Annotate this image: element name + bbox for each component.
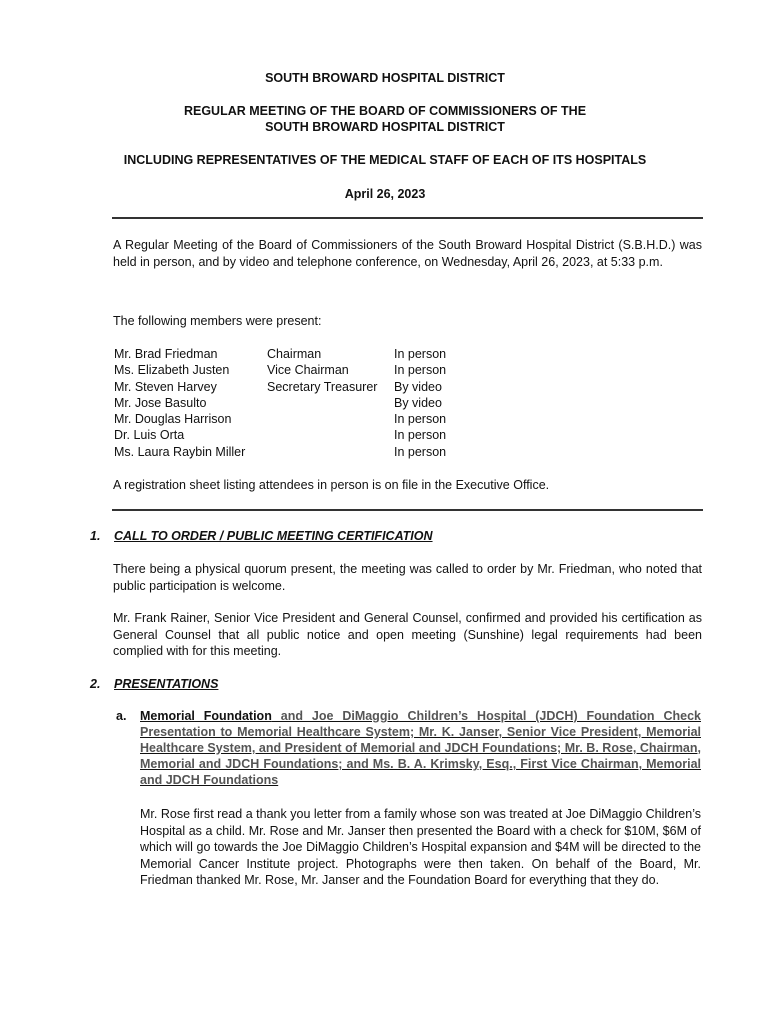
- member-row: [114, 362, 464, 378]
- member-name: Mr. Steven Harvey: [114, 379, 217, 394]
- member-role: [267, 395, 394, 411]
- member-row: [114, 427, 464, 443]
- member-role: [267, 411, 394, 427]
- member-name: Mr. Jose Basulto: [114, 395, 207, 410]
- member-name: Mr. Douglas Harrison: [114, 412, 232, 427]
- member-name: Mr. Brad Friedman: [114, 347, 218, 361]
- section-1-paragraph-2: Mr. Frank Rainer, Senior Vice President and General Counsel, confirmed and provided his certification as General Counsel that all public notice and open meeting (Sunshine) legal requirements had been complied with for this meeting.: [113, 611, 702, 658]
- section-2-title: PRESENTATIONS: [114, 677, 219, 691]
- meeting-title-line1: REGULAR MEETING OF THE BOARD OF COMMISSIONERS OF THE: [183, 104, 587, 118]
- member-role: [267, 444, 394, 460]
- member-attendance: By video: [394, 379, 442, 394]
- item-a-title: [140, 708, 701, 788]
- section-1-number: 1.: [90, 529, 101, 543]
- members-intro: The following members were present:: [113, 314, 322, 328]
- member-attendance: In person: [394, 428, 447, 443]
- member-role: Secretary Treasurer: [267, 379, 378, 394]
- member-attendance: In person: [394, 444, 447, 459]
- header-divider: [112, 217, 703, 219]
- item-a-letter: a.: [116, 709, 127, 723]
- meeting-subtitle: INCLUDING REPRESENTATIVES OF THE MEDICAL STAFF OF EACH OF ITS HOSPITALS: [123, 153, 647, 167]
- member-name: Dr. Luis Orta: [114, 428, 185, 443]
- meeting-title-line2: SOUTH BROWARD HOSPITAL DISTRICT: [265, 120, 505, 134]
- item-a-title-lead: Memorial Foundation: [140, 709, 272, 723]
- member-row: [114, 411, 464, 427]
- member-attendance: In person: [394, 412, 447, 427]
- member-name: Ms. Elizabeth Justen: [114, 363, 230, 378]
- district-heading: SOUTH BROWARD HOSPITAL DISTRICT: [265, 71, 505, 85]
- member-name: Ms. Laura Raybin Miller: [114, 444, 246, 459]
- member-row: [114, 346, 464, 362]
- section-1-title: CALL TO ORDER / PUBLIC MEETING CERTIFICATION: [114, 529, 433, 543]
- member-row: [114, 444, 464, 460]
- meeting-date: April 26, 2023: [344, 187, 426, 201]
- member-attendance: By video: [394, 395, 442, 410]
- item-a-body: Mr. Rose first read a thank you letter from a family whose son was treated at Joe DiMaggio Children’s Hospital as a child. Mr. Rose and Mr. Janser then presented the Board with a check for $10M, $6M of which will go towards the Joe DiMaggio Children’s Hospital expansion and $4M will be directed to the Memorial Cancer Institute project. Photographs were then taken. On behalf of the Board, Mr. Friedman thanked Mr. Rose, Mr. Janser and the Foundation Board for everything that they do.: [140, 807, 701, 887]
- intro-paragraph: A Regular Meeting of the Board of Commissioners of the South Broward Hospital District (S.B.H.D.) was held in person, and by video and telephone conference, on Wednesday, April 26, 2023, at 5:33 p.m.: [113, 238, 702, 269]
- item-a-title-rest: and Joe DiMaggio Children’s Hospital (JDCH) Foundation Check Presentation to Memorial Healthcare System; Mr. K. Janser, Senior Vice President, Memorial Healthcare System, and President of Memorial and JDCH Foundations; Mr. B. Rose, Chairman, Memorial and JDCH Foundations; and Ms. B. A. Krimsky, Esq., First Vice Chairman, Memorial and JDCH Foundations: [140, 709, 701, 787]
- member-attendance: In person: [394, 347, 447, 361]
- member-attendance: In person: [394, 363, 447, 378]
- member-role: Vice Chairman: [267, 363, 349, 378]
- section-2-number: 2.: [90, 677, 101, 691]
- member-role: [267, 427, 394, 443]
- members-list: [114, 346, 464, 460]
- registration-note: A registration sheet listing attendees in person is on file in the Executive Office.: [113, 478, 550, 492]
- section-divider: [112, 509, 703, 511]
- member-row: [114, 395, 464, 411]
- member-role: Chairman: [267, 347, 322, 361]
- member-row: [114, 379, 464, 395]
- section-1-paragraph-1: There being a physical quorum present, the meeting was called to order by Mr. Friedman, who noted that public participation is welcome.: [113, 562, 702, 593]
